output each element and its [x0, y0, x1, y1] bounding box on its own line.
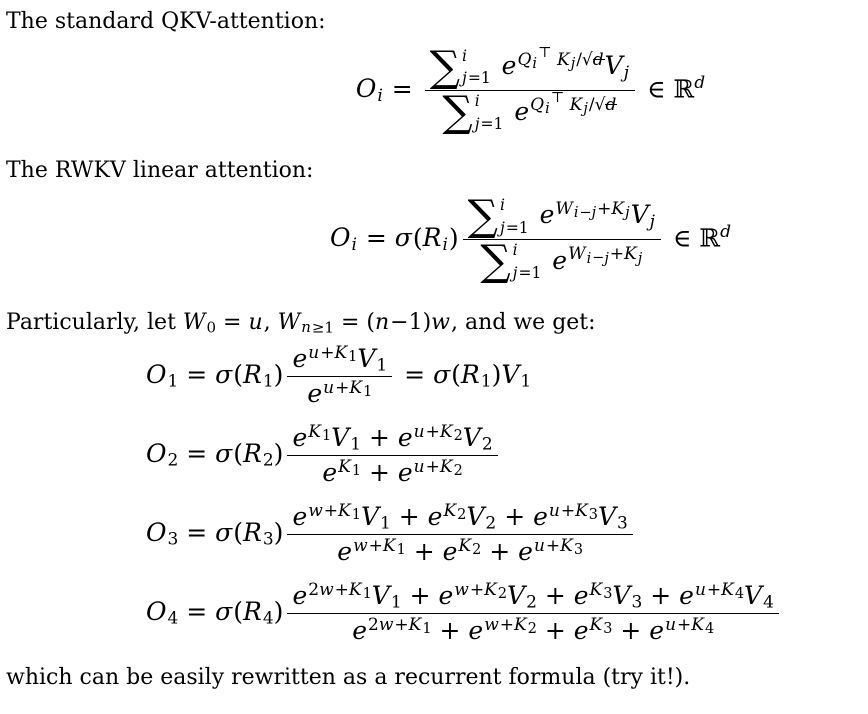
equation-o1: $O_1 = \sigma(R_1)$ $\frac{e^{u+K_1}V_1}{e^{u+K_1}}$ = $\sigma(R_1)V_1$: [146, 342, 868, 411]
numerator: ∑ i j=1 $e^{W_{i-j}+K_j}V_j$: [467, 191, 655, 241]
denominator: $e^{w+K_1} + e^{K_2} + e^{u+K_3}$: [287, 534, 632, 569]
sum-limits: [500, 197, 529, 237]
numerator: $e^{K_1}V_1 + e^{u+K_2}V_2$: [292, 421, 493, 455]
paragraph-recurrent-note: which can be easily rewritten as a recurrent formula (try it!).: [6, 665, 691, 690]
equation-o4: $O_4 = \sigma(R_4)$ $\frac{e^{2w+K_1}V_1 + e^{w+K_2}V_2 + e^{K_3}V_3 + e^{u+K_4}V_4}{e^{2w+K_1} + e^{w+K_2} + e^{K_3} + e^{u+K_4}}$: [146, 579, 868, 648]
paragraph-rwkv-intro: The RWKV linear attention:: [6, 158, 314, 184]
sqrt-radical-icon: √: [581, 49, 593, 70]
equation-standard-qkv-attention: $O_i$ = ∑ i j=1 $e^{Q_i^⊤ K_j/√d}V_j$ ∑ i j=1 $e^{Q_i^⊤ K_j/√d}$ ∈ ℝ$^d$: [355, 42, 706, 137]
denominator: $e^{K_1} + e^{u+K_2}$: [287, 455, 497, 490]
fraction: [425, 42, 635, 137]
particularly-suffix-text: , and we get:: [451, 309, 596, 335]
summation: [442, 87, 504, 137]
sum-operator-icon: ∑: [467, 191, 498, 241]
paragraph-particularly: [6, 309, 868, 337]
denominator: $e^{2w+K_1} + e^{w+K_2} + e^{K_3} + e^{u+K_4}$: [287, 613, 779, 648]
fraction: [287, 579, 779, 648]
numerator: $e^{w+K_1}V_1 + e^{K_2}V_2 + e^{u+K_3}V_3$: [292, 500, 628, 534]
sum-upper-limit: i: [500, 195, 505, 214]
denominator: $e^{u+K_1}$: [287, 376, 392, 411]
numerator: $e^{2w+K_1}V_1 + e^{w+K_2}V_2 + e^{K_3}V_3 + e^{u+K_4}V_4$: [292, 579, 774, 613]
sum-operator-icon: ∑: [429, 42, 461, 92]
particularly-prefix-text: Particularly, let: [6, 309, 183, 335]
sum-upper-limit: i: [462, 46, 467, 65]
sum-limits: [513, 242, 542, 282]
sqrt-radical-icon: √: [594, 95, 606, 116]
fraction: [287, 500, 632, 569]
equation-rwkv-linear-attention: $O_i = \sigma(R_i)$ ∑ i j=1 $e^{W_{i-j}+K_j}V_j$ ∑ i j=1 $e^{W_{i-j}+K_j}$ ∈ ℝ$^d$: [330, 191, 731, 287]
denominator: ∑ i j=1 $e^{Q_i^⊤ K_j/√d}$: [425, 90, 635, 135]
denominator: ∑ i j=1 $e^{W_{i-j}+K_j}$: [463, 239, 661, 284]
summation: [480, 237, 542, 287]
sum-lower-limit: j=1: [474, 114, 504, 133]
sum-operator-icon: ∑: [480, 237, 511, 287]
square-root: [595, 95, 618, 115]
numerator: ∑ i j=1 $e^{Q_i^⊤ K_j/√d}V_j$: [429, 42, 629, 92]
equation-group-o1-o4: [146, 342, 868, 648]
sum-lower-limit: j=1: [512, 264, 542, 282]
square-root: [582, 50, 605, 70]
summation: [467, 191, 529, 241]
fraction: [287, 421, 497, 490]
sum-lower-limit: j=1: [500, 218, 529, 237]
inline-math-w-definition: $W_0 = u$, $W_{n\ge 1} = (n-1)w$: [182, 309, 450, 336]
sum-upper-limit: i: [474, 91, 480, 110]
summation: [429, 42, 491, 92]
sqrt-radicand: d: [605, 95, 617, 116]
numerator: $e^{u+K_1}V_1$: [292, 342, 388, 376]
fraction: [287, 342, 392, 411]
fraction: [463, 191, 661, 287]
paragraph-standard-qkv-intro: The standard QKV-attention:: [6, 9, 326, 34]
equation-o2: $O_2 = \sigma(R_2)$ $\frac{e^{K_1}V_1 + e^{u+K_2}V_2}{e^{K_1} + e^{u+K_2}}$: [146, 421, 868, 490]
sqrt-radicand: d: [592, 49, 604, 70]
sum-limits: [462, 48, 491, 88]
sum-lower-limit: j=1: [462, 69, 491, 88]
sum-upper-limit: i: [512, 241, 518, 260]
equation-o3: $O_3 = \sigma(R_3)$ $\frac{e^{w+K_1}V_1 + e^{K_2}V_2 + e^{u+K_3}V_3}{e^{w+K_1} + e^{K_2} + e^{u+K_3}}$: [146, 500, 868, 569]
sum-limits: [475, 93, 504, 133]
sum-operator-icon: ∑: [442, 87, 473, 137]
